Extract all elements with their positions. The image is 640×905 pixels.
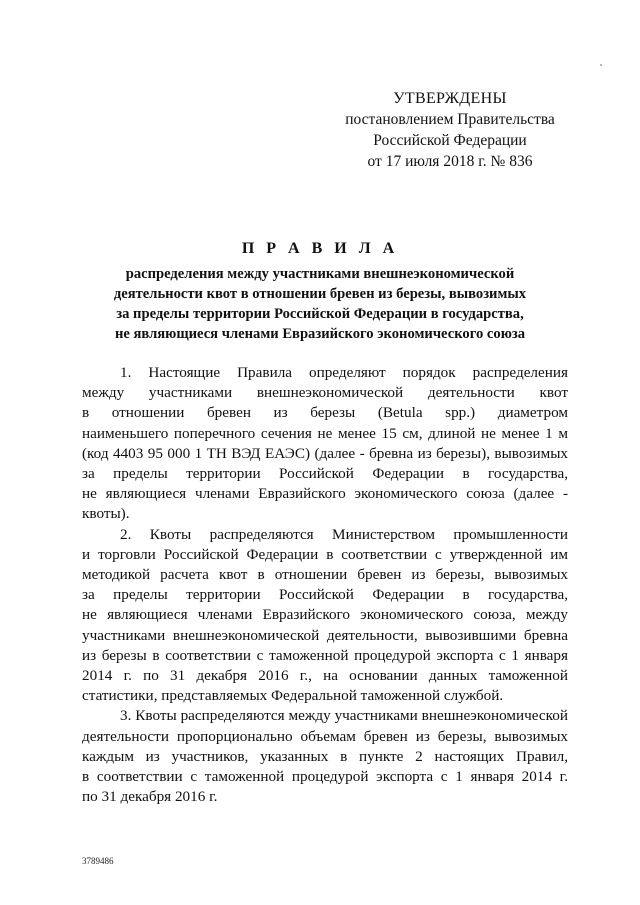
text-line: 1. Настоящие Правила определяют порядок распределения bbox=[120, 364, 568, 381]
text-line: 2. Квоты распределяются Министерством промышленности bbox=[120, 525, 568, 543]
document-subtitle-line: не являющиеся членами Евразийского экономического союза bbox=[114, 326, 526, 342]
text-line: (код 4403 95 000 1 ТН ВЭД ЕАЭС) (далее - бревна из березы), вывозимых bbox=[82, 444, 568, 462]
text-line: не являющиеся членами Евразийского экономического союза, между bbox=[82, 606, 568, 624]
text-line: 2014 г. по 31 декабря 2016 г., на основании данных таможенной bbox=[82, 667, 568, 685]
document-title: П Р А В И Л А bbox=[241, 240, 399, 257]
document-code: 3789486 bbox=[82, 856, 114, 866]
document-subtitle-line: деятельности квот в отношении бревен из березы, вывозимых bbox=[113, 286, 527, 302]
approval-line: Российской Федерации bbox=[373, 132, 527, 149]
text-line: 3. Квоты распределяются между участниками внешнеэкономической bbox=[120, 707, 568, 725]
approval-block bbox=[340, 88, 560, 172]
text-line: в отношении бревен из березы (Betula spp.) диаметром bbox=[82, 404, 568, 422]
text-line: из березы в соответствии с таможенной процедурой экспорта с 1 января bbox=[82, 646, 568, 664]
text-line: в соответствии с таможенной процедурой экспорта с 1 января 2014 г. bbox=[82, 768, 568, 786]
document-subtitle-line: распределения между участниками внешнеэкономической bbox=[125, 266, 515, 282]
document-subtitle-line: за пределы территории Российской Федерации в государства, bbox=[116, 306, 524, 322]
document-body bbox=[82, 363, 568, 807]
text-line: деятельности пропорционально объемам бревен из березы, вывозимых bbox=[82, 727, 568, 745]
approval-date-number: от 17 июля 2018 г. № 836 bbox=[367, 153, 533, 170]
scan-speck bbox=[600, 64, 602, 66]
text-line: наименьшего поперечного сечения не менее 15 см, длиной не менее 1 м bbox=[82, 424, 568, 442]
text-line: участниками внешнеэкономической деятельности, вывозившими бревна bbox=[82, 626, 568, 644]
text-line: и торговли Российской Федерации в соответствии с утвержденной им bbox=[82, 545, 568, 563]
paragraph-1 bbox=[82, 363, 568, 525]
text-line: за пределы территории Российской Федерации в государства, bbox=[82, 586, 568, 604]
text-line: методикой расчета квот в отношении бревен из березы, вывозимых bbox=[82, 566, 568, 584]
text-line: квоты). bbox=[82, 505, 130, 523]
approval-title: УТВЕРЖДЕНЫ bbox=[393, 90, 507, 107]
document-title-block bbox=[90, 240, 550, 344]
text-line: между участниками внешнеэкономической деятельности квот bbox=[82, 384, 568, 402]
text-line: каждым из участников, указанных в пункте 2 настоящих Правил, bbox=[82, 747, 568, 765]
text-line: за пределы территории Российской Федерации в государства, bbox=[82, 465, 568, 483]
paragraph-2 bbox=[82, 525, 568, 707]
text-line: по 31 декабря 2016 г. bbox=[82, 788, 218, 806]
text-line: статистики, представляемых Федеральной таможенной службой. bbox=[82, 687, 504, 705]
paragraph-3 bbox=[82, 706, 568, 807]
approval-line: постановлением Правительства bbox=[345, 111, 555, 128]
text-line: не являющиеся членами Евразийского экономического союза (далее - bbox=[82, 485, 568, 503]
